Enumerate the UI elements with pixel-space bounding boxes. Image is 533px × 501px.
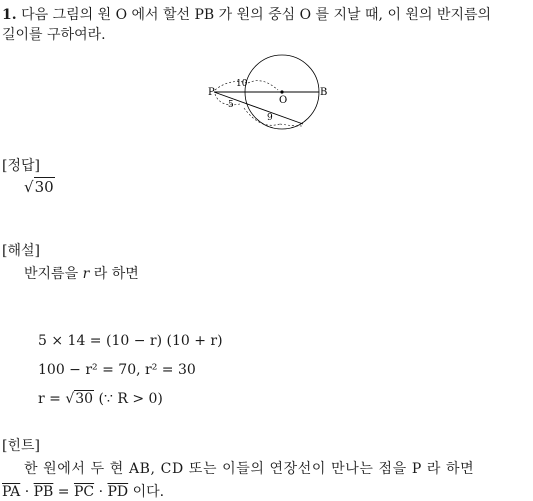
- hint-line-2: [2, 481, 164, 501]
- center-dot: [280, 90, 283, 93]
- label-pc-length: 5: [228, 100, 234, 110]
- hint-line-1: 한 원에서 두 현 AB, CD 또는 이들의 연장선이 만나는 점을 P 라 하면: [24, 461, 475, 477]
- intro-post: 라 하면: [93, 266, 139, 282]
- hint-dot-2: ·: [98, 484, 104, 500]
- explanation-heading: [해설]: [2, 243, 40, 259]
- hint-eq: =: [57, 484, 70, 500]
- problem-number: 1.: [2, 7, 17, 23]
- hint-pd: $\overline{PD}$: [107, 484, 129, 500]
- problem-line-1: [2, 4, 491, 24]
- hint-pc: $\overline{PC}$: [73, 484, 95, 500]
- label-o: O: [279, 95, 288, 106]
- answer-radicand: 30: [34, 178, 54, 196]
- label-cd-length: 9: [267, 113, 273, 123]
- problem-text-2: 길이를 구하여라.: [2, 27, 106, 43]
- answer-value: [24, 178, 55, 196]
- eq3-post: (∵ R > 0): [98, 391, 163, 407]
- hint-dot-1: ·: [24, 484, 30, 500]
- circle-figure: [200, 52, 335, 147]
- equation-2: 100 − r² = 70, r² = 30: [38, 362, 196, 378]
- intro-pre: 반지름을: [24, 266, 79, 282]
- explanation-intro: [24, 263, 139, 283]
- problem-text-1: 다음 그림의 원 O 에서 할선 PB 가 원의 중심 O 를 지날 때, 이 원의 반지름의: [21, 7, 492, 23]
- sqrt-symbol: √: [24, 178, 34, 196]
- answer-heading: [정답]: [2, 158, 40, 174]
- label-b: B: [320, 87, 328, 98]
- hint-suffix: 이다.: [132, 484, 165, 500]
- problem-line-2: [2, 24, 106, 44]
- hint-pb: $\overline{PB}$: [33, 484, 54, 500]
- hint-pa: $\overline{PA}$: [2, 484, 21, 500]
- intro-var: r: [82, 266, 90, 282]
- brace-pa-2: [248, 81, 278, 90]
- eq3-pre: r =: [38, 391, 61, 407]
- eq3-sqrt: √: [65, 391, 75, 407]
- hint-heading: [힌트]: [2, 438, 40, 454]
- equation-1: 5 × 14 = (10 − r) (10 + r): [38, 333, 223, 349]
- equation-3: [38, 391, 163, 407]
- eq3-radicand: 30: [75, 391, 94, 407]
- label-pa-length: 10: [236, 79, 248, 89]
- label-p: P: [208, 87, 215, 98]
